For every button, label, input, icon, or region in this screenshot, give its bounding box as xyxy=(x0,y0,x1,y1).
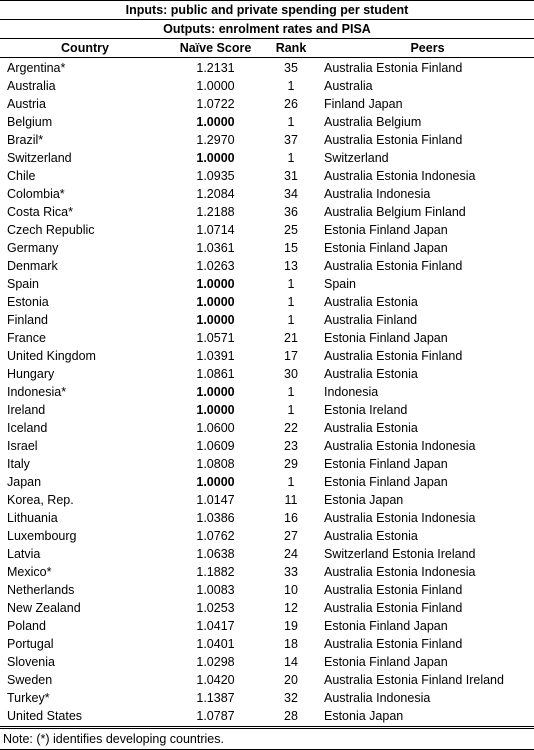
table-body xyxy=(0,58,534,726)
table-row xyxy=(0,185,534,203)
cell-rank: 1 xyxy=(287,277,295,291)
cell-peers: Estonia Ireland xyxy=(324,403,408,417)
cell-rank: 20 xyxy=(284,673,298,687)
table-row xyxy=(0,131,534,149)
table-row xyxy=(0,527,534,545)
cell-score: 1.0638 xyxy=(196,547,235,561)
table-row xyxy=(0,689,534,707)
cell-country: Estonia xyxy=(7,295,49,309)
cell-score: 1.0386 xyxy=(196,511,235,525)
cell-rank: 30 xyxy=(284,367,298,381)
table-row xyxy=(0,401,534,419)
cell-score: 1.2970 xyxy=(196,133,235,147)
cell-country: Mexico* xyxy=(7,565,52,579)
cell-score: 1.0935 xyxy=(196,169,235,183)
table-row xyxy=(0,383,534,401)
cell-country: Latvia xyxy=(7,547,41,561)
cell-rank: 1 xyxy=(287,475,295,489)
table-row xyxy=(0,365,534,383)
table-row xyxy=(0,653,534,671)
cell-country: Colombia* xyxy=(7,187,65,201)
table-row xyxy=(0,275,534,293)
cell-rank: 11 xyxy=(284,493,298,507)
cell-peers: Australia Estonia Finland xyxy=(324,349,463,363)
cell-peers: Australia Indonesia xyxy=(324,691,431,705)
cell-country: France xyxy=(7,331,46,345)
col-header-score: Naïve Score xyxy=(179,41,252,55)
cell-country: Spain xyxy=(7,277,39,291)
cell-country: Luxembourg xyxy=(7,529,77,543)
cell-rank: 10 xyxy=(284,583,298,597)
cell-rank: 12 xyxy=(284,601,298,615)
cell-rank: 26 xyxy=(284,97,298,111)
cell-rank: 31 xyxy=(284,169,298,183)
cell-country: Switzerland xyxy=(7,151,72,165)
cell-peers: Australia Estonia Finland Ireland xyxy=(324,673,504,687)
cell-peers: Australia Estonia Finland xyxy=(324,601,463,615)
cell-score: 1.0000 xyxy=(196,295,235,309)
table-row xyxy=(0,437,534,455)
cell-rank: 15 xyxy=(284,241,298,255)
col-header-peers: Peers xyxy=(410,41,445,55)
table-row xyxy=(0,113,534,131)
cell-rank: 27 xyxy=(284,529,298,543)
cell-score: 1.0861 xyxy=(196,367,235,381)
cell-country: Sweden xyxy=(7,673,53,687)
cell-peers: Estonia Finland Japan xyxy=(324,475,448,489)
cell-score: 1.1882 xyxy=(196,565,235,579)
cell-peers: Australia Estonia Indonesia xyxy=(324,439,476,453)
cell-score: 1.0787 xyxy=(196,709,235,723)
cell-rank: 36 xyxy=(284,205,298,219)
cell-score: 1.0361 xyxy=(196,241,235,255)
cell-peers: Australia xyxy=(324,79,373,93)
table-row xyxy=(0,257,534,275)
cell-country: Poland xyxy=(7,619,46,633)
table-row xyxy=(0,599,534,617)
cell-score: 1.0762 xyxy=(196,529,235,543)
cell-score: 1.0000 xyxy=(196,385,235,399)
cell-rank: 37 xyxy=(284,133,298,147)
cell-peers: Estonia Finland Japan xyxy=(324,619,448,633)
cell-rank: 18 xyxy=(284,637,298,651)
cell-score: 1.0609 xyxy=(196,439,235,453)
cell-country: Slovenia xyxy=(7,655,55,669)
cell-peers: Australia Estonia xyxy=(324,421,418,435)
cell-country: Korea, Rep. xyxy=(7,493,74,507)
table-row xyxy=(0,707,534,725)
cell-rank: 1 xyxy=(287,151,295,165)
cell-rank: 28 xyxy=(284,709,298,723)
cell-rank: 1 xyxy=(287,295,295,309)
cell-rank: 33 xyxy=(284,565,298,579)
table-row xyxy=(0,293,534,311)
outputs-title: Outputs: enrolment rates and PISA xyxy=(163,22,371,36)
cell-country: Ireland xyxy=(7,403,46,417)
cell-country: Brazil* xyxy=(7,133,44,147)
cell-peers: Australia Estonia Indonesia xyxy=(324,511,476,525)
table-row xyxy=(0,149,534,167)
cell-country: Germany xyxy=(7,241,59,255)
cell-peers: Australia Estonia xyxy=(324,367,418,381)
cell-score: 1.0000 xyxy=(196,79,235,93)
cell-peers: Switzerland Estonia Ireland xyxy=(324,547,476,561)
cell-score: 1.0714 xyxy=(196,223,235,237)
cell-country: Iceland xyxy=(7,421,48,435)
cell-score: 1.0000 xyxy=(196,475,235,489)
cell-rank: 35 xyxy=(284,61,298,75)
table-row xyxy=(0,221,534,239)
table-row xyxy=(0,455,534,473)
cell-score: 1.0000 xyxy=(196,313,235,327)
cell-score: 1.0401 xyxy=(196,637,235,651)
table-row xyxy=(0,545,534,563)
cell-country: Denmark xyxy=(7,259,58,273)
table-row xyxy=(0,347,534,365)
cell-peers: Australia Belgium xyxy=(324,115,422,129)
cell-score: 1.0000 xyxy=(196,403,235,417)
cell-score: 1.0253 xyxy=(196,601,235,615)
cell-rank: 34 xyxy=(284,187,298,201)
cell-score: 1.2188 xyxy=(196,205,235,219)
cell-country: Argentina* xyxy=(7,61,66,75)
cell-peers: Estonia Finland Japan xyxy=(324,223,448,237)
cell-score: 1.2131 xyxy=(196,61,235,75)
table-row xyxy=(0,617,534,635)
cell-score: 1.0298 xyxy=(196,655,235,669)
cell-country: Czech Republic xyxy=(7,223,95,237)
col-header-country: Country xyxy=(61,41,109,55)
cell-score: 1.0722 xyxy=(196,97,235,111)
cell-score: 1.0417 xyxy=(196,619,235,633)
cell-score: 1.0000 xyxy=(196,151,235,165)
cell-peers: Australia Estonia Finland xyxy=(324,583,463,597)
cell-score: 1.2084 xyxy=(196,187,235,201)
cell-rank: 16 xyxy=(284,511,298,525)
cell-rank: 22 xyxy=(284,421,298,435)
cell-rank: 25 xyxy=(284,223,298,237)
cell-peers: Estonia Finland Japan xyxy=(324,331,448,345)
cell-country: Australia xyxy=(7,79,56,93)
cell-score: 1.0147 xyxy=(196,493,235,507)
cell-rank: 14 xyxy=(284,655,298,669)
cell-score: 1.0571 xyxy=(196,331,235,345)
cell-score: 1.0391 xyxy=(196,349,235,363)
cell-score: 1.1387 xyxy=(196,691,235,705)
table-note: Note: (*) identifies developing countries. xyxy=(3,732,224,746)
cell-peers: Estonia Japan xyxy=(324,493,404,507)
table-row xyxy=(0,329,534,347)
table-row xyxy=(0,671,534,689)
table-row xyxy=(0,95,534,113)
cell-country: Israel xyxy=(7,439,38,453)
table-row xyxy=(0,59,534,77)
table-row xyxy=(0,563,534,581)
inputs-title: Inputs: public and private spending per student xyxy=(125,3,409,17)
table-row xyxy=(0,77,534,95)
cell-score: 1.0000 xyxy=(196,115,235,129)
column-header-row xyxy=(0,39,534,57)
cell-peers: Australia Estonia Indonesia xyxy=(324,169,476,183)
cell-score: 1.0420 xyxy=(196,673,235,687)
cell-peers: Australia Belgium Finland xyxy=(324,205,466,219)
cell-peers: Australia Finland xyxy=(324,313,418,327)
table-row xyxy=(0,419,534,437)
cell-country: Portugal xyxy=(7,637,54,651)
cell-country: Netherlands xyxy=(7,583,75,597)
cell-peers: Australia Estonia Indonesia xyxy=(324,565,476,579)
cell-score: 1.0600 xyxy=(196,421,235,435)
cell-peers: Estonia Finland Japan xyxy=(324,241,448,255)
cell-rank: 17 xyxy=(284,349,298,363)
cell-rank: 23 xyxy=(284,439,298,453)
cell-country: Austria xyxy=(7,97,46,111)
cell-country: Hungary xyxy=(7,367,55,381)
cell-rank: 32 xyxy=(284,691,298,705)
table-row xyxy=(0,311,534,329)
cell-rank: 21 xyxy=(284,331,298,345)
table-row xyxy=(0,203,534,221)
cell-peers: Australia Estonia Finland xyxy=(324,259,463,273)
table-row xyxy=(0,581,534,599)
cell-rank: 29 xyxy=(284,457,298,471)
cell-country: Indonesia* xyxy=(7,385,67,399)
cell-country: Finland xyxy=(7,313,48,327)
cell-rank: 1 xyxy=(287,115,295,129)
table-row xyxy=(0,167,534,185)
cell-country: New Zealand xyxy=(7,601,81,615)
cell-peers: Australia Estonia xyxy=(324,295,418,309)
cell-rank: 1 xyxy=(287,403,295,417)
cell-rank: 24 xyxy=(284,547,298,561)
cell-country: United States xyxy=(7,709,83,723)
cell-peers: Australia Indonesia xyxy=(324,187,431,201)
table-row xyxy=(0,509,534,527)
cell-peers: Estonia Finland Japan xyxy=(324,655,448,669)
cell-country: Turkey* xyxy=(7,691,50,705)
cell-rank: 1 xyxy=(287,385,295,399)
cell-country: Costa Rica* xyxy=(7,205,73,219)
cell-score: 1.0263 xyxy=(196,259,235,273)
cell-peers: Australia Estonia Finland xyxy=(324,61,463,75)
table-row xyxy=(0,491,534,509)
cell-score: 1.0000 xyxy=(196,277,235,291)
cell-peers: Australia Estonia Finland xyxy=(324,637,463,651)
table-row xyxy=(0,473,534,491)
col-header-rank: Rank xyxy=(275,41,307,55)
cell-rank: 13 xyxy=(284,259,298,273)
cell-score: 1.0083 xyxy=(196,583,235,597)
cell-country: Chile xyxy=(7,169,36,183)
cell-peers: Australia Estonia xyxy=(324,529,418,543)
cell-peers: Estonia Finland Japan xyxy=(324,457,448,471)
cell-country: Lithuania xyxy=(7,511,58,525)
cell-country: United Kingdom xyxy=(7,349,96,363)
cell-score: 1.0808 xyxy=(196,457,235,471)
cell-peers: Estonia Japan xyxy=(324,709,404,723)
cell-peers: Indonesia xyxy=(324,385,379,399)
cell-country: Belgium xyxy=(7,115,53,129)
cell-rank: 1 xyxy=(287,313,295,327)
cell-peers: Finland Japan xyxy=(324,97,403,111)
table-row xyxy=(0,635,534,653)
cell-rank: 1 xyxy=(287,79,295,93)
table-row xyxy=(0,239,534,257)
cell-rank: 19 xyxy=(284,619,298,633)
cell-peers: Switzerland xyxy=(324,151,389,165)
cell-peers: Spain xyxy=(324,277,356,291)
cell-peers: Australia Estonia Finland xyxy=(324,133,463,147)
cell-country: Italy xyxy=(7,457,30,471)
cell-country: Japan xyxy=(7,475,42,489)
